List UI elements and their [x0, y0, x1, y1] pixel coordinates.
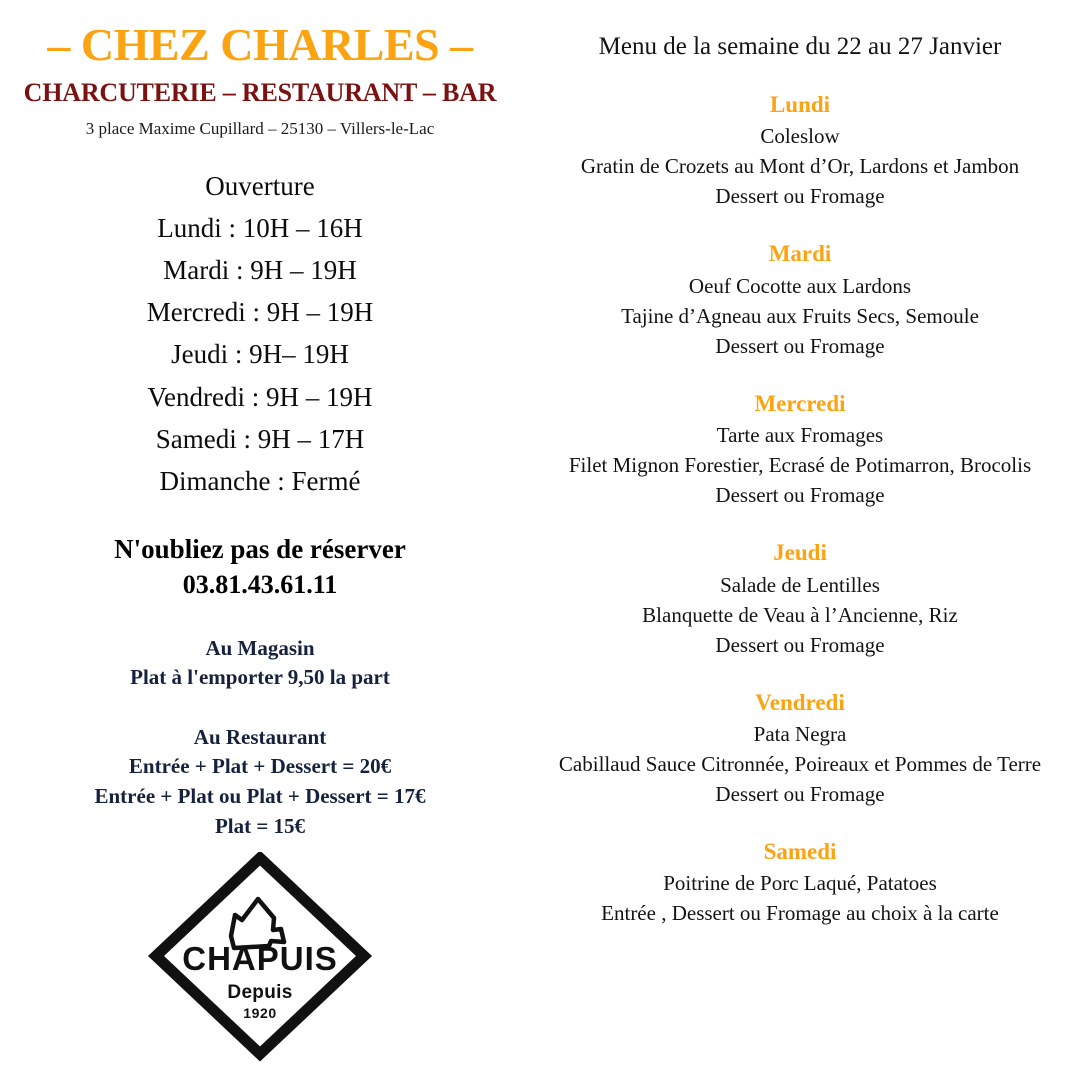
restaurant-address: 3 place Maxime Cupillard – 25130 – Villers-le-Lac: [85, 119, 435, 138]
takeaway-title: Au Magasin: [205, 635, 315, 660]
dish-main: Blanquette de Veau à l’Ancienne, Riz: [642, 602, 958, 627]
dish-main: Tajine d’Agneau aux Fruits Secs, Semoule: [621, 303, 979, 328]
logo-since-label: Depuis: [227, 982, 293, 1003]
restaurant-subtitle: CHARCUTERIE – RESTAURANT – BAR: [23, 78, 497, 107]
reservation-phone-number[interactable]: 03.81.43.61.11: [182, 569, 338, 599]
day-heading-samedi: Samedi: [763, 838, 837, 864]
hours-row-friday: Vendredi : 9H – 19H: [147, 381, 373, 412]
opening-hours-heading: Ouverture: [205, 171, 315, 201]
dish-dessert: Dessert ou Fromage: [715, 483, 885, 508]
restaurant-pricing-section: [0, 723, 520, 842]
dish-a-la-carte: Entrée , Dessert ou Fromage au choix à la carte: [601, 901, 999, 926]
dish-starter: Tarte aux Fromages: [716, 423, 884, 448]
dish-dessert: Dessert ou Fromage: [715, 632, 885, 657]
day-heading-mercredi: Mercredi: [754, 390, 846, 416]
menu-week-title: Menu de la semaine du 22 au 27 Janvier: [598, 33, 1002, 60]
menu-day-mardi: [520, 237, 1080, 360]
reservation-section: [0, 532, 520, 602]
dish-main: Poitrine de Porc Laqué, Patatoes: [663, 871, 937, 896]
chapuis-logo: [145, 852, 375, 1067]
dish-dessert: Dessert ou Fromage: [715, 781, 885, 806]
dish-main: Gratin de Crozets au Mont d’Or, Lardons et Jambon: [580, 154, 1020, 179]
price-full-menu: Entrée + Plat + Dessert = 20€: [128, 754, 392, 779]
menu-day-mercredi: [520, 387, 1080, 510]
dish-starter: Pata Negra: [753, 721, 847, 746]
menu-day-jeudi: [520, 536, 1080, 659]
price-main-only: Plat = 15€: [214, 814, 306, 839]
dish-dessert: Dessert ou Fromage: [715, 184, 885, 209]
hours-row-monday: Lundi : 10H – 16H: [157, 213, 363, 244]
weekly-menu-column: [520, 0, 1080, 1080]
menu-day-vendredi: [520, 686, 1080, 809]
logo-brand-name: CHAPUIS: [182, 940, 338, 977]
menu-day-samedi: [520, 835, 1080, 928]
day-heading-lundi: Lundi: [769, 92, 831, 117]
dish-main: Filet Mignon Forestier, Ecrasé de Potimarron, Brocolis: [568, 453, 1032, 478]
hours-row-sunday: Dimanche : Fermé: [159, 465, 361, 496]
menu-day-lundi: [520, 88, 1080, 211]
logo-since-year: 1920: [243, 1005, 277, 1021]
hours-row-tuesday: Mardi : 9H – 19H: [163, 255, 357, 286]
takeaway-section: [0, 634, 520, 693]
hours-row-wednesday: Mercredi : 9H – 19H: [146, 297, 374, 328]
day-heading-jeudi: Jeudi: [773, 540, 827, 566]
dish-starter: Coleslow: [760, 124, 840, 149]
takeaway-price-line: Plat à l'emporter 9,50 la part: [130, 665, 390, 690]
price-two-course: Entrée + Plat ou Plat + Dessert = 17€: [94, 784, 426, 809]
restaurant-name: – CHEZ CHARLES –: [47, 19, 473, 70]
reservation-title: N'oubliez pas de réserver: [114, 533, 406, 564]
restaurant-pricing-title: Au Restaurant: [193, 724, 327, 749]
dish-dessert: Dessert ou Fromage: [715, 333, 885, 358]
hours-row-thursday: Jeudi : 9H– 19H: [171, 339, 349, 370]
opening-hours-section: [0, 165, 520, 502]
dish-starter: Salade de Lentilles: [720, 572, 880, 597]
dish-main: Cabillaud Sauce Citronnée, Poireaux et Pommes de Terre: [558, 751, 1042, 776]
dish-starter: Oeuf Cocotte aux Lardons: [688, 273, 912, 298]
day-heading-mardi: Mardi: [768, 241, 832, 267]
day-heading-vendredi: Vendredi: [755, 689, 845, 715]
hours-row-saturday: Samedi : 9H – 17H: [155, 423, 365, 454]
